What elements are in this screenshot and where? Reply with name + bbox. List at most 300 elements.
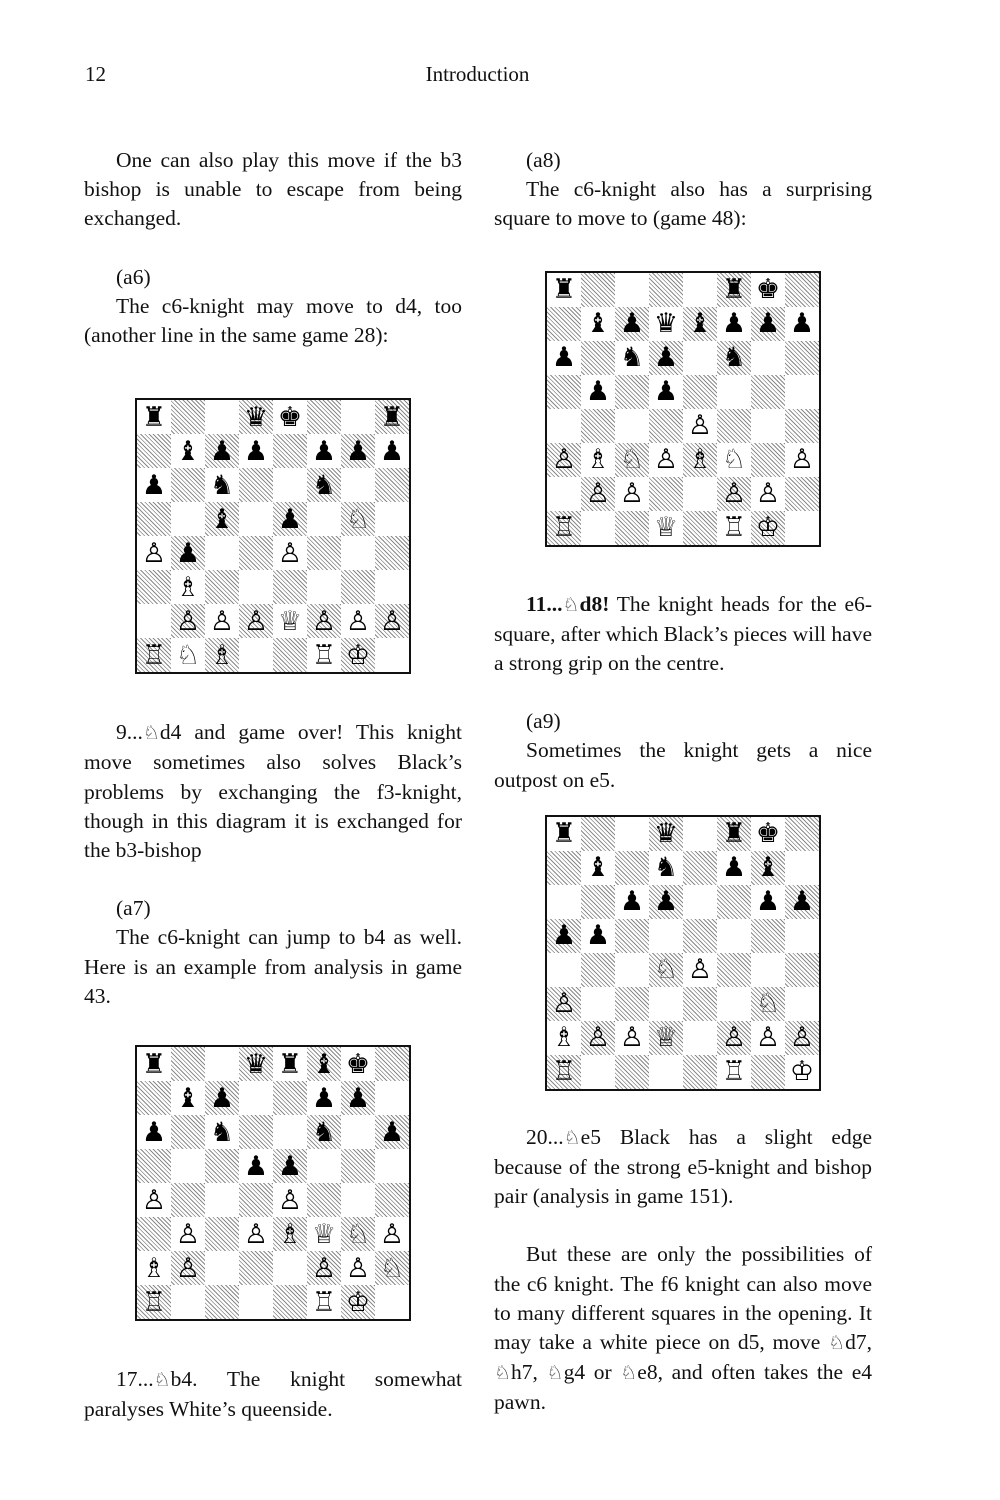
- board-square: [341, 468, 375, 502]
- white-pawn-icon: ♙: [721, 478, 747, 510]
- board-square: [273, 468, 307, 502]
- board-square: [239, 1149, 273, 1183]
- board-square: [171, 1183, 205, 1217]
- running-title: Introduction: [425, 62, 530, 86]
- black-pawn-icon: ♟: [243, 435, 269, 467]
- move-number: 17...: [116, 1367, 154, 1392]
- board-square: [307, 502, 341, 536]
- black-rook-icon: ♜: [141, 401, 167, 433]
- board-square: [171, 400, 205, 434]
- left-column: [84, 146, 462, 1424]
- board-square: [717, 443, 751, 477]
- board-square: [751, 817, 785, 851]
- board-square: [615, 443, 649, 477]
- white-rook-icon: ♖: [721, 1056, 747, 1088]
- white-pawn-icon: ♙: [755, 478, 781, 510]
- board-square: [341, 536, 375, 570]
- caption-text: and game over! This knight move sometimes also solves Black’s problems by exchanging the f3-knight, though in this diagram it is exchanged for the b3-bishop: [84, 720, 462, 863]
- knight-icon: ♘: [828, 1332, 846, 1355]
- board-square: [649, 953, 683, 987]
- board-square: [341, 1115, 375, 1149]
- board-square: [273, 536, 307, 570]
- board-square: [239, 502, 273, 536]
- board-square: [341, 604, 375, 638]
- board-square: [751, 919, 785, 953]
- board-square: [375, 604, 409, 638]
- move-square: e5: [580, 1124, 601, 1149]
- board-square: [307, 1047, 341, 1081]
- knight-icon: ♘: [546, 1362, 564, 1385]
- board-square: [717, 953, 751, 987]
- white-pawn-icon: ♙: [687, 410, 713, 442]
- board-square: [273, 1081, 307, 1115]
- white-king-icon: ♔: [755, 512, 781, 544]
- board-square: [615, 375, 649, 409]
- board-square: [273, 604, 307, 638]
- board-square: [341, 570, 375, 604]
- page-header: [0, 62, 1000, 92]
- black-queen-icon: ♛: [653, 818, 679, 850]
- board-square: [751, 953, 785, 987]
- board-square: [547, 919, 581, 953]
- board-square: [615, 885, 649, 919]
- board-square: [341, 502, 375, 536]
- board-square: [273, 400, 307, 434]
- black-pawn-icon: ♟: [653, 342, 679, 374]
- white-rook-icon: ♖: [141, 639, 167, 671]
- white-pawn-icon: ♙: [175, 1218, 201, 1250]
- white-pawn-icon: ♙: [277, 1184, 303, 1216]
- move-square: d7,: [845, 1330, 872, 1355]
- caption-a8: [494, 590, 872, 679]
- black-pawn-icon: ♟: [551, 342, 577, 374]
- knight-icon: ♘: [563, 1126, 581, 1149]
- black-knight-icon: ♞: [721, 342, 747, 374]
- board-square: [581, 511, 615, 545]
- white-bishop-icon: ♗: [209, 639, 235, 671]
- board-square: [171, 638, 205, 672]
- board-square: [307, 570, 341, 604]
- board-square: [171, 468, 205, 502]
- board-square: [137, 536, 171, 570]
- board-square: [649, 851, 683, 885]
- move-number: 9...: [116, 720, 143, 745]
- black-bishop-icon: ♝: [175, 435, 201, 467]
- white-king-icon: ♔: [345, 639, 371, 671]
- board-square: [615, 817, 649, 851]
- white-rook-icon: ♖: [721, 512, 747, 544]
- board-square: [171, 1251, 205, 1285]
- board-square: [171, 1047, 205, 1081]
- board-square: [547, 273, 581, 307]
- white-knight-icon: ♘: [345, 503, 371, 535]
- move-number: 11...: [526, 591, 563, 616]
- board-square: [239, 1251, 273, 1285]
- board-square: [547, 375, 581, 409]
- white-pawn-icon: ♙: [585, 478, 611, 510]
- board-square: [205, 604, 239, 638]
- board-square: [171, 1285, 205, 1319]
- board-square: [751, 885, 785, 919]
- black-knight-icon: ♞: [619, 342, 645, 374]
- board-square: [615, 1055, 649, 1089]
- black-rook-icon: ♜: [721, 274, 747, 306]
- board-square: [649, 273, 683, 307]
- board-square: [137, 1047, 171, 1081]
- white-rook-icon: ♖: [551, 512, 577, 544]
- board-square: [547, 443, 581, 477]
- board-square: [205, 1115, 239, 1149]
- board-square: [273, 638, 307, 672]
- board-square: [615, 341, 649, 375]
- board-square: [581, 409, 615, 443]
- board-square: [751, 477, 785, 511]
- board-square: [307, 536, 341, 570]
- board-square: [751, 1055, 785, 1089]
- paragraph: Sometimes the knight gets a nice outpost on e5.: [494, 738, 872, 792]
- white-rook-icon: ♖: [141, 1286, 167, 1318]
- black-pawn-icon: ♟: [379, 435, 405, 467]
- board-square: [683, 919, 717, 953]
- move-number: 20...: [526, 1124, 564, 1149]
- caption-a6: [84, 718, 462, 865]
- board-square: [375, 1183, 409, 1217]
- board-square: [341, 1183, 375, 1217]
- board-square: [307, 604, 341, 638]
- white-pawn-icon: ♙: [789, 444, 815, 476]
- section-label-a9: (a9): [526, 709, 561, 734]
- white-knight-icon: ♘: [653, 954, 679, 986]
- move-square: b4: [170, 1367, 193, 1392]
- board-square: [581, 273, 615, 307]
- board-square: [137, 1115, 171, 1149]
- board-square: [785, 375, 819, 409]
- paragraph: The c6-knight may move to d4, too (another line in the same game 28):: [84, 293, 462, 348]
- board-square: [307, 468, 341, 502]
- board-square: [683, 817, 717, 851]
- board-square: [307, 1149, 341, 1183]
- knight-icon: ♘: [494, 1362, 512, 1385]
- board-square: [581, 885, 615, 919]
- board-square: [375, 1285, 409, 1319]
- white-pawn-icon: ♙: [175, 605, 201, 637]
- white-pawn-icon: ♙: [141, 1184, 167, 1216]
- black-knight-icon: ♞: [209, 469, 235, 501]
- white-rook-icon: ♖: [311, 1286, 337, 1318]
- black-knight-icon: ♞: [311, 469, 337, 501]
- board-square: [785, 817, 819, 851]
- board-square: [547, 885, 581, 919]
- white-pawn-icon: ♙: [551, 444, 577, 476]
- knight-icon: ♘: [142, 722, 160, 745]
- board-square: [171, 1081, 205, 1115]
- white-pawn-icon: ♙: [585, 1022, 611, 1054]
- black-pawn-icon: ♟: [619, 308, 645, 340]
- board-square: [205, 400, 239, 434]
- caption-text: . The knight somewhat paralyses White’s queenside.: [84, 1367, 462, 1422]
- board-square: [717, 341, 751, 375]
- caption-text: The knight heads for the e6-square, after which Black’s pieces will have a strong grip on the centre.: [494, 591, 872, 676]
- board-square: [205, 1285, 239, 1319]
- board-square: [785, 851, 819, 885]
- board-square: [581, 1021, 615, 1055]
- black-king-icon: ♚: [345, 1048, 371, 1080]
- board-square: [273, 1149, 307, 1183]
- board-square: [137, 570, 171, 604]
- white-bishop-icon: ♗: [687, 444, 713, 476]
- board-square: [649, 443, 683, 477]
- board-square: [683, 953, 717, 987]
- board-square: [683, 443, 717, 477]
- black-pawn-icon: ♟: [243, 1150, 269, 1182]
- board-square: [615, 919, 649, 953]
- board-square: [785, 987, 819, 1021]
- board-square: [307, 1115, 341, 1149]
- board-square: [581, 987, 615, 1021]
- board-square: [683, 1055, 717, 1089]
- board-square: [683, 477, 717, 511]
- board-square: [137, 434, 171, 468]
- white-knight-icon: ♘: [755, 988, 781, 1020]
- move-square: d8!: [579, 591, 610, 616]
- black-pawn-icon: ♟: [345, 1082, 371, 1114]
- board-square: [581, 919, 615, 953]
- board-square: [205, 1081, 239, 1115]
- white-pawn-icon: ♙: [345, 605, 371, 637]
- white-bishop-icon: ♗: [141, 1252, 167, 1284]
- board-square: [137, 1285, 171, 1319]
- white-pawn-icon: ♙: [243, 605, 269, 637]
- white-pawn-icon: ♙: [687, 954, 713, 986]
- board-square: [785, 511, 819, 545]
- white-queen-icon: ♕: [311, 1218, 337, 1250]
- board-square: [375, 502, 409, 536]
- board-square: [717, 511, 751, 545]
- white-knight-icon: ♘: [379, 1252, 405, 1284]
- board-square: [615, 851, 649, 885]
- board-square: [547, 307, 581, 341]
- black-queen-icon: ♛: [243, 1048, 269, 1080]
- black-knight-icon: ♞: [209, 1116, 235, 1148]
- board-square: [751, 1021, 785, 1055]
- board-square: [717, 987, 751, 1021]
- white-pawn-icon: ♙: [209, 605, 235, 637]
- board-square: [205, 570, 239, 604]
- black-pawn-icon: ♟: [721, 852, 747, 884]
- board-square: [717, 273, 751, 307]
- board-square: [683, 307, 717, 341]
- white-king-icon: ♔: [345, 1286, 371, 1318]
- black-queen-icon: ♛: [653, 308, 679, 340]
- board-square: [785, 477, 819, 511]
- board-square: [273, 1115, 307, 1149]
- board-square: [547, 817, 581, 851]
- black-pawn-icon: ♟: [141, 1116, 167, 1148]
- board-square: [547, 1021, 581, 1055]
- black-bishop-icon: ♝: [209, 503, 235, 535]
- board-square: [375, 400, 409, 434]
- board-square: [615, 511, 649, 545]
- move-square: e8,: [637, 1360, 663, 1385]
- board-square: [649, 987, 683, 1021]
- board-square: [547, 851, 581, 885]
- white-pawn-icon: ♙: [653, 444, 679, 476]
- board-square: [205, 1047, 239, 1081]
- board-square: [547, 953, 581, 987]
- board-square: [547, 1055, 581, 1089]
- board-square: [683, 987, 717, 1021]
- board-square: [717, 375, 751, 409]
- board-square: [751, 443, 785, 477]
- white-pawn-icon: ♙: [551, 988, 577, 1020]
- board-square: [785, 885, 819, 919]
- board-square: [785, 953, 819, 987]
- text-run: But these are only the possibilities of the c6 knight. The f6 knight can also move to many different squares in the opening. It may take a white piece on d5, move: [494, 1242, 872, 1355]
- board-square: [615, 953, 649, 987]
- paragraph: The c6-knight can jump to b4 as well. Here is an example from analysis in game 43.: [84, 925, 462, 1008]
- board-square: [751, 851, 785, 885]
- move-square: g4 or: [563, 1360, 621, 1385]
- board-square: [137, 468, 171, 502]
- board-square: [375, 434, 409, 468]
- white-knight-icon: ♘: [721, 444, 747, 476]
- board-square: [751, 341, 785, 375]
- board-square: [273, 1047, 307, 1081]
- board-square: [205, 434, 239, 468]
- black-pawn-icon: ♟: [311, 1082, 337, 1114]
- white-bishop-icon: ♗: [175, 571, 201, 603]
- black-queen-icon: ♛: [243, 401, 269, 433]
- board-square: [307, 1217, 341, 1251]
- board-square: [205, 502, 239, 536]
- board-square: [171, 536, 205, 570]
- board-square: [205, 468, 239, 502]
- board-square: [649, 307, 683, 341]
- board-square: [273, 1285, 307, 1319]
- board-square: [375, 1217, 409, 1251]
- chess-diagram-a8: [545, 271, 821, 547]
- board-square: [307, 1081, 341, 1115]
- board-square: [785, 307, 819, 341]
- board-square: [205, 1251, 239, 1285]
- black-rook-icon: ♜: [551, 274, 577, 306]
- board-square: [615, 409, 649, 443]
- white-pawn-icon: ♙: [379, 605, 405, 637]
- board-square: [239, 1217, 273, 1251]
- board-square: [581, 341, 615, 375]
- white-queen-icon: ♕: [653, 1022, 679, 1054]
- black-king-icon: ♚: [277, 401, 303, 433]
- board-square: [581, 477, 615, 511]
- board-square: [375, 638, 409, 672]
- board-square: [615, 987, 649, 1021]
- black-pawn-icon: ♟: [209, 435, 235, 467]
- black-pawn-icon: ♟: [345, 435, 371, 467]
- board-square: [683, 341, 717, 375]
- board-square: [273, 1251, 307, 1285]
- board-square: [785, 919, 819, 953]
- black-king-icon: ♚: [755, 818, 781, 850]
- board-square: [341, 1285, 375, 1319]
- black-pawn-icon: ♟: [379, 1116, 405, 1148]
- board-square: [785, 1055, 819, 1089]
- black-rook-icon: ♜: [277, 1048, 303, 1080]
- board-square: [581, 817, 615, 851]
- board-square: [717, 1055, 751, 1089]
- board-square: [273, 1217, 307, 1251]
- board-square: [717, 1021, 751, 1055]
- board-square: [547, 511, 581, 545]
- white-pawn-icon: ♙: [789, 1022, 815, 1054]
- board-square: [205, 1149, 239, 1183]
- black-pawn-icon: ♟: [277, 503, 303, 535]
- paragraph: The c6-knight also has a surprising square to move to (game 48):: [494, 177, 872, 231]
- board-square: [785, 409, 819, 443]
- caption-text: Black has a slight edge because of the strong e5-knight and bishop pair (analysis in game 151).: [494, 1124, 872, 1209]
- board-square: [341, 1047, 375, 1081]
- board-square: [375, 536, 409, 570]
- board-square: [615, 1021, 649, 1055]
- board-square: [751, 987, 785, 1021]
- chess-diagram-a7: [135, 1045, 411, 1321]
- black-pawn-icon: ♟: [755, 886, 781, 918]
- board-square: [751, 511, 785, 545]
- black-pawn-icon: ♟: [585, 920, 611, 952]
- caption-a9: [494, 1123, 872, 1212]
- white-king-icon: ♔: [789, 1056, 815, 1088]
- board-square: [341, 1251, 375, 1285]
- board-square: [785, 1021, 819, 1055]
- board-square: [751, 307, 785, 341]
- black-pawn-icon: ♟: [619, 886, 645, 918]
- white-pawn-icon: ♙: [311, 605, 337, 637]
- board-square: [581, 851, 615, 885]
- board-square: [341, 400, 375, 434]
- board-square: [239, 638, 273, 672]
- board-square: [581, 1055, 615, 1089]
- board-square: [683, 375, 717, 409]
- board-square: [615, 273, 649, 307]
- board-square: [649, 375, 683, 409]
- board-square: [171, 570, 205, 604]
- board-square: [171, 1149, 205, 1183]
- black-pawn-icon: ♟: [653, 886, 679, 918]
- board-square: [649, 1021, 683, 1055]
- board-square: [171, 434, 205, 468]
- board-square: [751, 375, 785, 409]
- board-square: [649, 1055, 683, 1089]
- board-square: [683, 273, 717, 307]
- black-rook-icon: ♜: [721, 818, 747, 850]
- board-square: [717, 307, 751, 341]
- black-pawn-icon: ♟: [175, 537, 201, 569]
- white-pawn-icon: ♙: [175, 1252, 201, 1284]
- board-square: [649, 341, 683, 375]
- white-queen-icon: ♕: [653, 512, 679, 544]
- board-square: [307, 1251, 341, 1285]
- black-bishop-icon: ♝: [755, 852, 781, 884]
- black-pawn-icon: ♟: [311, 435, 337, 467]
- white-pawn-icon: ♙: [277, 537, 303, 569]
- black-bishop-icon: ♝: [687, 308, 713, 340]
- board-square: [717, 851, 751, 885]
- board-square: [785, 443, 819, 477]
- board-square: [273, 570, 307, 604]
- board-square: [137, 1251, 171, 1285]
- board-square: [239, 570, 273, 604]
- board-square: [239, 1081, 273, 1115]
- white-knight-icon: ♘: [345, 1218, 371, 1250]
